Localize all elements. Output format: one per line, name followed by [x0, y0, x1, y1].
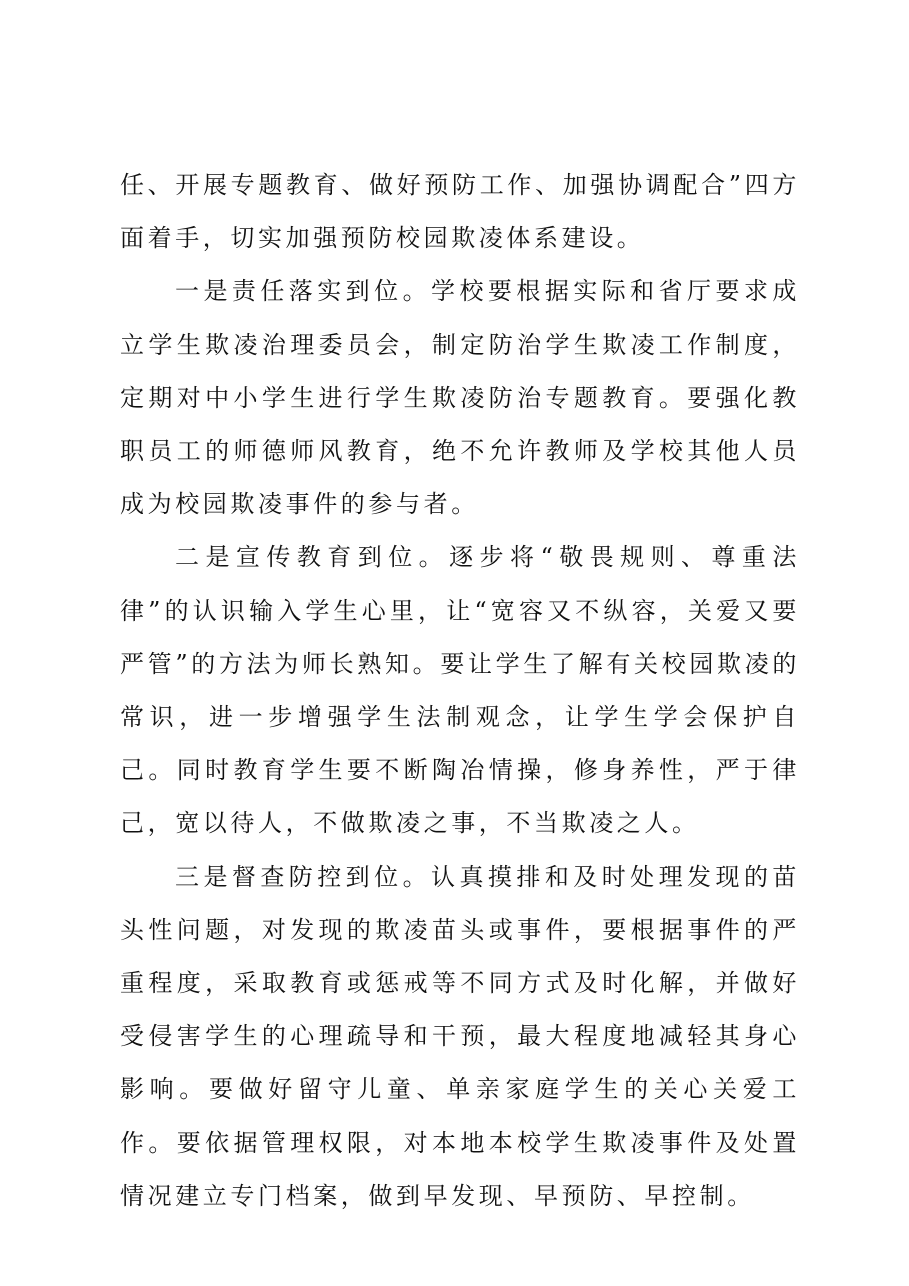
paragraph-supervision-control: 三是督查防控到位。认真摸排和及时处理发现的苗头性问题，对发现的欺凌苗头或事件，要根据事件的严重程度，采取教育或惩戒等不同方式及时化解，并做好受侵害学生的心理疏导和干预，最大程度地减轻其身心影响。要做好留守儿童、单亲家庭学生的关心关爱工作。要依据管理权限，对本地本校学生欺凌事件及处置情况建立专门档案，做到早发现、早预防、早控制。 [120, 862, 800, 1210]
paragraph-continuation: 任、开展专题教育、做好预防工作、加强协调配合”四方面着手，切实加强预防校园欺凌体系建设。 [120, 171, 800, 253]
paragraph-responsibility: 一是责任落实到位。学校要根据实际和省厅要求成立学生欺凌治理委员会，制定防治学生欺凌工作制度，定期对中小学生进行学生欺凌防治专题教育。要强化教职员工的师德师风教育，绝不允许教师及学校其他人员成为校园欺凌事件的参与者。 [120, 277, 800, 519]
paragraph-publicity-education: 二是宣传教育到位。逐步将“敬畏规则、尊重法律”的认识输入学生心里，让“宽容又不纵容，关爱又要严管”的方法为师长熟知。要让学生了解有关校园欺凌的常识，进一步增强学生法制观念，让学生学会保护自己。同时教育学生要不断陶冶情操，修身养性，严于律己，宽以待人，不做欺凌之事，不当欺凌之人。 [120, 543, 800, 838]
document-body [120, 159, 800, 1223]
